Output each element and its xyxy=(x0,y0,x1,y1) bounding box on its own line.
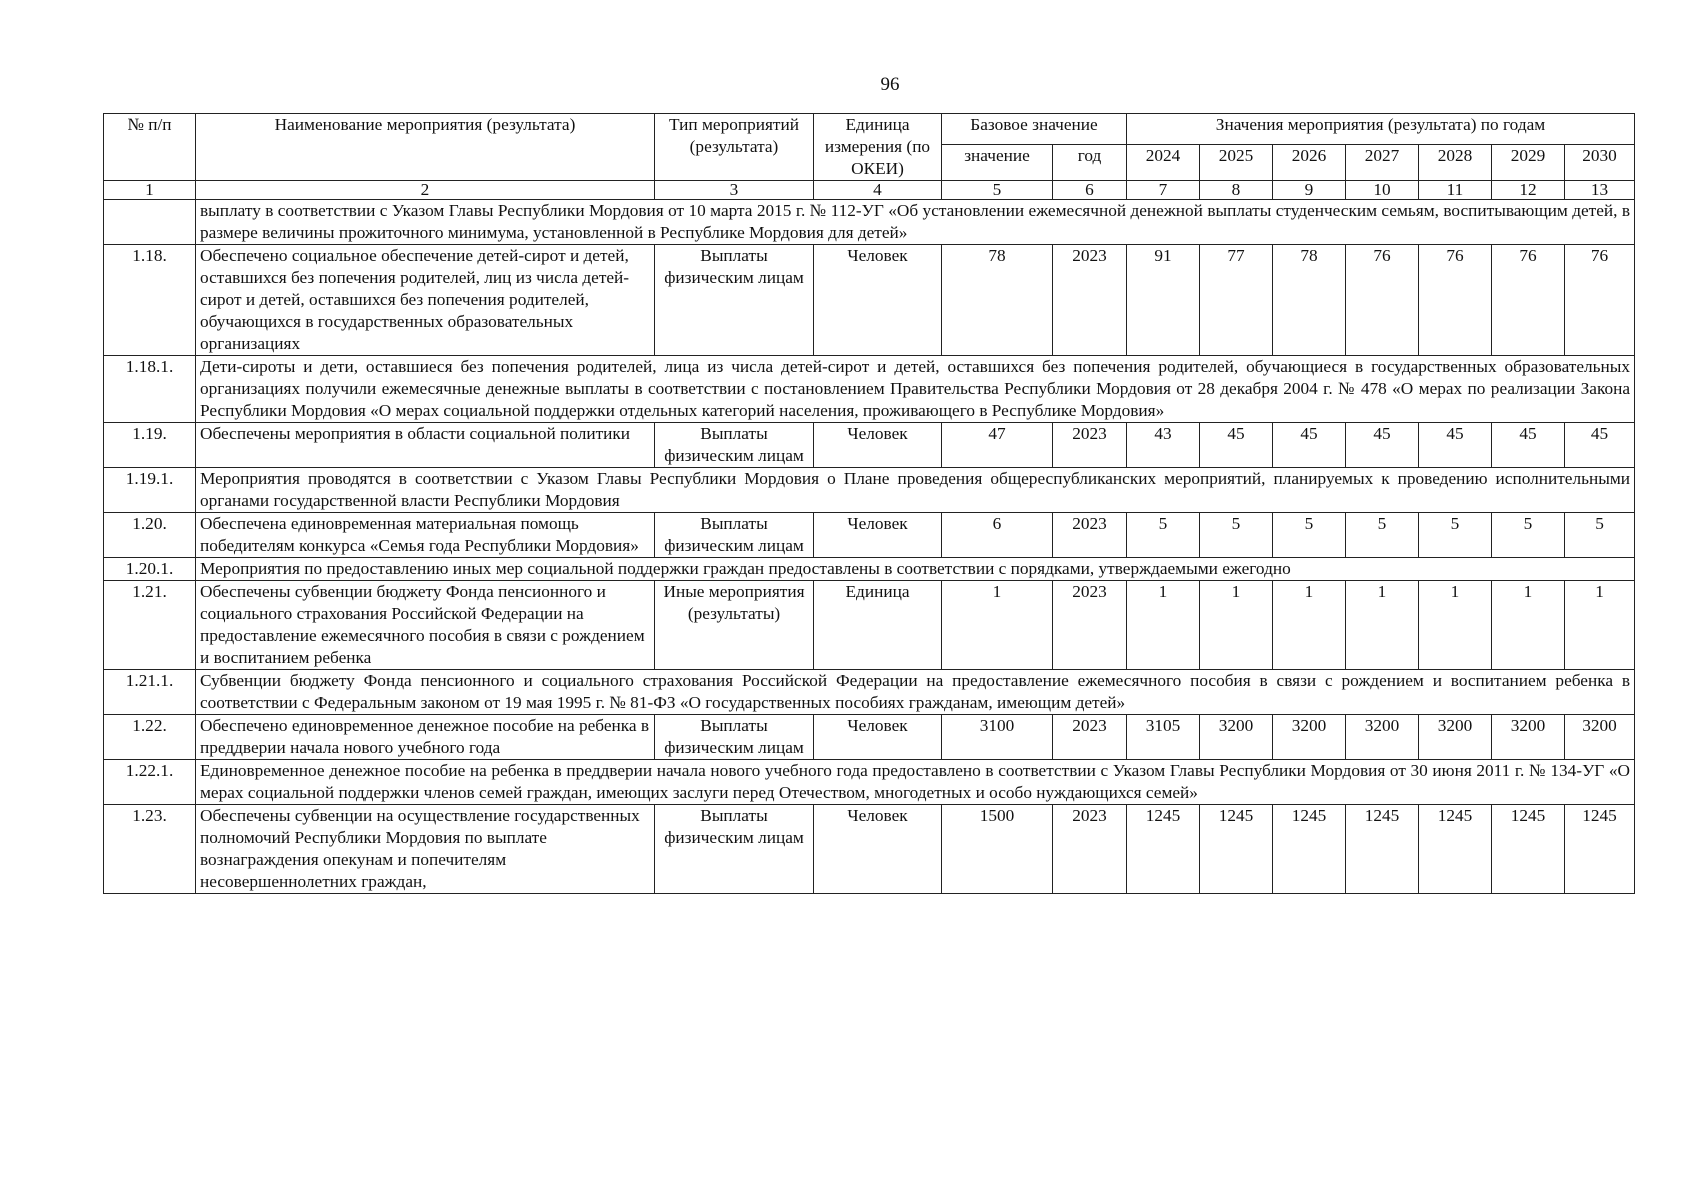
row-year-value: 5 xyxy=(1492,513,1565,558)
header-year: 2030 xyxy=(1565,145,1635,181)
row-year-value: 3200 xyxy=(1346,715,1419,760)
row-unit: Человек xyxy=(814,805,942,894)
column-index: 12 xyxy=(1492,181,1565,200)
row-number: 1.22. xyxy=(104,715,196,760)
row-unit: Единица xyxy=(814,581,942,670)
row-number: 1.19. xyxy=(104,423,196,468)
row-base-value: 3100 xyxy=(942,715,1053,760)
row-unit: Человек xyxy=(814,513,942,558)
row-name: Обеспечены субвенции бюджету Фонда пенсионного и социального страхования Российской Федерации на предоставление ежемесячного пособия в связи с рождением и воспитанием ребенка xyxy=(196,581,655,670)
row-type: Выплаты физическим лицам xyxy=(655,805,814,894)
row-number: 1.18.1. xyxy=(104,356,196,423)
row-type: Выплаты физическим лицам xyxy=(655,513,814,558)
row-year-value: 1245 xyxy=(1200,805,1273,894)
header-base-year: год xyxy=(1053,145,1127,181)
row-year-value: 1 xyxy=(1200,581,1273,670)
row-year-value: 45 xyxy=(1346,423,1419,468)
header-year: 2027 xyxy=(1346,145,1419,181)
row-year-value: 1 xyxy=(1419,581,1492,670)
row-number: 1.19.1. xyxy=(104,468,196,513)
row-base-value: 1500 xyxy=(942,805,1053,894)
row-base-year: 2023 xyxy=(1053,513,1127,558)
header-year: 2024 xyxy=(1127,145,1200,181)
table-row xyxy=(104,581,1635,670)
row-year-value: 5 xyxy=(1565,513,1635,558)
table-row-description xyxy=(104,760,1635,805)
row-description: Единовременное денежное пособие на ребенка в преддверии начала нового учебного года предоставлено в соответствии с Указом Главы Республики Мордовия от 30 июня 2011 г. № 134-УГ «О мерах социальной поддержки членов семей граждан, имеющих заслуги перед Отечеством, многодетных и особо нуждающихся семей» xyxy=(196,760,1635,805)
header-base-value: значение xyxy=(942,145,1053,181)
row-year-value: 1245 xyxy=(1492,805,1565,894)
table-row-description xyxy=(104,200,1635,245)
row-description: выплату в соответствии с Указом Главы Республики Мордовия от 10 марта 2015 г. № 112-УГ «Об установлении ежемесячной денежной выплаты студенческим семьям, воспитывающим детей, в размере величины прожиточного минимума, установленной в Республике Мордовия для детей» xyxy=(196,200,1635,245)
row-year-value: 1245 xyxy=(1565,805,1635,894)
table-row-description xyxy=(104,468,1635,513)
row-type: Выплаты физическим лицам xyxy=(655,423,814,468)
table-row xyxy=(104,805,1635,894)
header-years-title: Значения мероприятия (результата) по годам xyxy=(1127,114,1635,145)
row-base-year: 2023 xyxy=(1053,805,1127,894)
table-row-description xyxy=(104,670,1635,715)
row-base-value: 1 xyxy=(942,581,1053,670)
row-year-value: 3200 xyxy=(1419,715,1492,760)
row-unit: Человек xyxy=(814,715,942,760)
row-year-value: 76 xyxy=(1419,245,1492,356)
row-year-value: 43 xyxy=(1127,423,1200,468)
row-name: Обеспечено единовременное денежное пособие на ребенка в преддверии начала нового учебного года xyxy=(196,715,655,760)
row-description: Мероприятия проводятся в соответствии с Указом Главы Республики Мордовия о Плане проведения общереспубликанских мероприятий, планируемых к проведению исполнительными органами государственной власти Республики Мордовия xyxy=(196,468,1635,513)
row-year-value: 1 xyxy=(1127,581,1200,670)
activities-table xyxy=(103,113,1635,894)
row-year-value: 3105 xyxy=(1127,715,1200,760)
header-year: 2025 xyxy=(1200,145,1273,181)
column-index-row xyxy=(104,181,1635,200)
table-row xyxy=(104,423,1635,468)
row-year-value: 5 xyxy=(1419,513,1492,558)
column-index: 3 xyxy=(655,181,814,200)
row-year-value: 78 xyxy=(1273,245,1346,356)
row-description: Мероприятия по предоставлению иных мер социальной поддержки граждан предоставлены в соответствии с порядками, утверждаемыми ежегодно xyxy=(196,558,1635,581)
column-index: 13 xyxy=(1565,181,1635,200)
row-year-value: 1 xyxy=(1492,581,1565,670)
row-year-value: 45 xyxy=(1492,423,1565,468)
row-name: Обеспечены субвенции на осуществление государственных полномочий Республики Мордовия по выплате вознаграждения опекунам и попечителям несовершеннолетних граждан, xyxy=(196,805,655,894)
row-name: Обеспечены мероприятия в области социальной политики xyxy=(196,423,655,468)
header-unit: Единица измерения (по ОКЕИ) xyxy=(814,114,942,181)
table-row xyxy=(104,715,1635,760)
column-index: 7 xyxy=(1127,181,1200,200)
row-year-value: 1245 xyxy=(1127,805,1200,894)
row-year-value: 1245 xyxy=(1346,805,1419,894)
table-row xyxy=(104,513,1635,558)
row-year-value: 45 xyxy=(1200,423,1273,468)
row-number: 1.21. xyxy=(104,581,196,670)
row-year-value: 76 xyxy=(1492,245,1565,356)
row-number: 1.23. xyxy=(104,805,196,894)
row-number: 1.20.1. xyxy=(104,558,196,581)
row-base-year: 2023 xyxy=(1053,715,1127,760)
row-year-value: 76 xyxy=(1565,245,1635,356)
row-unit: Человек xyxy=(814,245,942,356)
row-year-value: 1 xyxy=(1346,581,1419,670)
row-name: Обеспечена единовременная материальная помощь победителям конкурса «Семья года Республики Мордовия» xyxy=(196,513,655,558)
row-description: Субвенции бюджету Фонда пенсионного и социального страхования Российской Федерации на предоставление ежемесячного пособия в связи с рождением и воспитанием ребенка в соответствии с Федеральным законом от 19 мая 1995 г. № 81-ФЗ «О государственных пособиях гражданам, имеющим детей» xyxy=(196,670,1635,715)
column-index: 9 xyxy=(1273,181,1346,200)
row-year-value: 1 xyxy=(1273,581,1346,670)
row-number: 1.18. xyxy=(104,245,196,356)
row-description: Дети-сироты и дети, оставшиеся без попечения родителей, лица из числа детей-сирот и детей, оставшихся без попечения родителей, обучающиеся в государственных образовательных организациях получили ежемесячные денежные выплаты в соответствии с постановлением Правительства Республики Мордовия от 28 декабря 2004 г. № 478 «О мерах по реализации Закона Республики Мордовия «О мерах социальной поддержки отдельных категорий населения, проживающего в Республике Мордовия» xyxy=(196,356,1635,423)
column-index: 8 xyxy=(1200,181,1273,200)
row-number: 1.22.1. xyxy=(104,760,196,805)
row-year-value: 3200 xyxy=(1200,715,1273,760)
row-year-value: 1245 xyxy=(1419,805,1492,894)
header-row-1 xyxy=(104,114,1635,145)
row-base-year: 2023 xyxy=(1053,581,1127,670)
header-year: 2028 xyxy=(1419,145,1492,181)
column-index: 4 xyxy=(814,181,942,200)
row-type: Выплаты физическим лицам xyxy=(655,245,814,356)
header-num: № п/п xyxy=(104,114,196,181)
row-year-value: 76 xyxy=(1346,245,1419,356)
row-year-value: 77 xyxy=(1200,245,1273,356)
row-base-value: 47 xyxy=(942,423,1053,468)
row-base-year: 2023 xyxy=(1053,245,1127,356)
row-number: 1.20. xyxy=(104,513,196,558)
table-row-description xyxy=(104,356,1635,423)
row-number: 1.21.1. xyxy=(104,670,196,715)
row-year-value: 45 xyxy=(1419,423,1492,468)
column-index: 5 xyxy=(942,181,1053,200)
column-index: 2 xyxy=(196,181,655,200)
row-unit: Человек xyxy=(814,423,942,468)
row-year-value: 5 xyxy=(1346,513,1419,558)
column-index: 11 xyxy=(1419,181,1492,200)
row-year-value: 45 xyxy=(1565,423,1635,468)
column-index: 1 xyxy=(104,181,196,200)
header-type: Тип мероприятий (результата) xyxy=(655,114,814,181)
row-year-value: 3200 xyxy=(1492,715,1565,760)
header-year: 2026 xyxy=(1273,145,1346,181)
header-year: 2029 xyxy=(1492,145,1565,181)
row-base-value: 6 xyxy=(942,513,1053,558)
row-year-value: 5 xyxy=(1127,513,1200,558)
column-index: 6 xyxy=(1053,181,1127,200)
row-number xyxy=(104,200,196,245)
row-type: Выплаты физическим лицам xyxy=(655,715,814,760)
row-type: Иные мероприятия (результаты) xyxy=(655,581,814,670)
table-row-description xyxy=(104,558,1635,581)
row-base-value: 78 xyxy=(942,245,1053,356)
column-index: 10 xyxy=(1346,181,1419,200)
row-name: Обеспечено социальное обеспечение детей-сирот и детей, оставшихся без попечения родителей, лиц из числа детей-сирот и детей, оставшихся без попечения родителей, обучающихся в государственных образовательных организациях xyxy=(196,245,655,356)
row-year-value: 3200 xyxy=(1565,715,1635,760)
row-year-value: 45 xyxy=(1273,423,1346,468)
row-base-year: 2023 xyxy=(1053,423,1127,468)
row-year-value: 1245 xyxy=(1273,805,1346,894)
row-year-value: 5 xyxy=(1273,513,1346,558)
header-name: Наименование мероприятия (результата) xyxy=(196,114,655,181)
row-year-value: 91 xyxy=(1127,245,1200,356)
row-year-value: 3200 xyxy=(1273,715,1346,760)
header-base: Базовое значение xyxy=(942,114,1127,145)
row-year-value: 5 xyxy=(1200,513,1273,558)
page-number: 96 xyxy=(880,74,900,95)
table-row xyxy=(104,245,1635,356)
row-year-value: 1 xyxy=(1565,581,1635,670)
